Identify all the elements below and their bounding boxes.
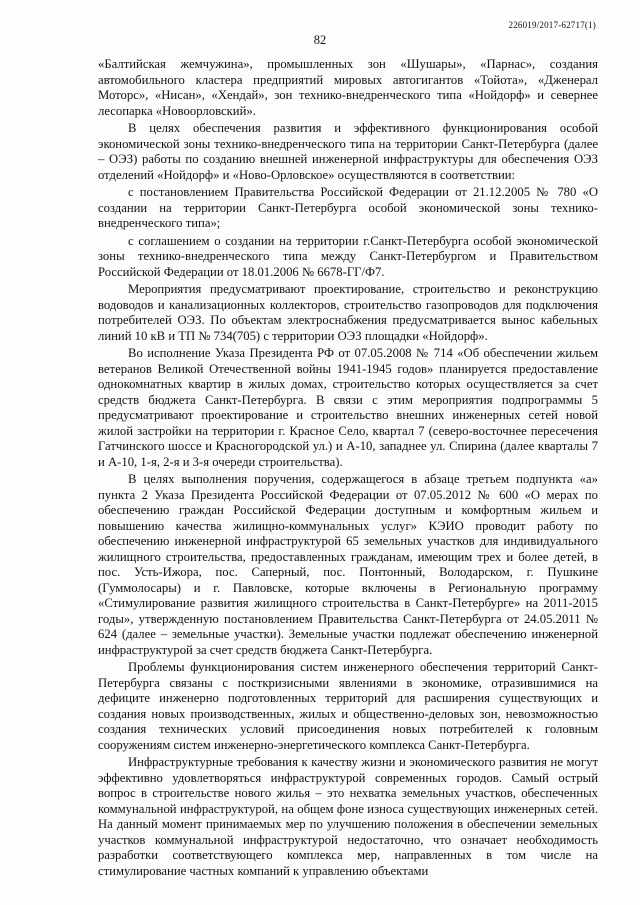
paragraph-infrastructure: Инфраструктурные требования к качеству жизни и экономического развития не могут эффективно удовлетворяться инфраструктурой современных городов. Самый острый вопрос в строительстве нового жилья – это нехватка земельных участков, обеспеченных коммунальной инфраструктурой, на общем фоне износа существующих инженерных сетей. На данный момент принимаемых мер по улучшению положения в обеспечении земельных участков коммунальной инфраструктурой недостаточно, что означает необходимость разработки соответствующего комплекса мер, направленных в том числе на стимулирование частных компаний к управлению объектами [98,755,598,878]
document-body [98,57,598,881]
page-number: 82 [313,33,327,47]
document-number: 226019/2017-62717(1) [508,20,596,30]
paragraph-decree-714: Во исполнение Указа Президента РФ от 07.05.2008 № 714 «Об обеспечении жильем ветеранов Великой Отечественной войны 1941-1945 годов» планируется предоставление однокомнатных квартир в жилых домах, строительство которых осуществляется за счет средств бюджета Санкт-Петербурга. В связи с этим мероприятия подпрограммы 5 предусматривают проектирование и строительство внешних инженерных сетей новой жилой застройки на территории г. Красное Село, квартал 7 (северо-восточнее пересечения Гатчинского шоссе и Красногородской ул.) и А-10, западнее ул. Спирина (далее кварталы 7 и А-10, 1-я, 2-я и 3-я очереди строительства). [98,346,598,469]
paragraph-agreement: с соглашением о создании на территории г.Санкт-Петербурга особой экономической зоны технико-внедренческого типа между Санкт-Петербургом и Правительством Российской Федерации от 18.01.2006 № 6678-ГГ/Ф7. [98,233,598,279]
paragraph-resolution-780: с постановлением Правительства Российской Федерации от 21.12.2005 № 780 «О создании на территории Санкт-Петербурга особой экономической зоны технико-внедренческого типа»; [98,185,598,230]
paragraph-oez-purpose: В целях обеспечения развития и эффективного функционирования особой экономической зоны технико-внедренческого типа на территории Санкт-Петербурга (далее – ОЭЗ) работы по созданию внешней инженерной инфраструктуры для обеспечения ОЭЗ отделений «Нойдорф» и «Ново-Орловское» осуществляются в соответствии: [98,121,598,182]
paragraph-decree-600: В целях выполнения поручения, содержащегося в абзаце третьем подпункта «а» пункта 2 Указа Президента Российской Федерации от 07.05.2012 № 600 «О мерах по обеспечению граждан Российской Федерации доступным и комфортным жильем и повышению качества жилищно-коммунальных услуг» КЭИО проводит работу по обеспечению инженерной инфраструктурой 65 земельных участков для индивидуального жилищного строительства, предоставленных гражданам, имеющим трех и более детей, в пос. Усть-Ижора, пос. Саперный, пос. Понтонный, Володарском, г. Пушкине (Гуммолосары) и г. Павловске, которые включены в Региональную программу «Стимулирование развития жилищного строительства в Санкт-Петербурге» на 2011-2015 годы», утвержденную постановлением Правительства Санкт-Петербурга от 24.05.2011 № 624 (далее – земельные участки). Земельные участки подлежат обеспечению инженерной инфраструктурой за счет средств бюджета Санкт-Петербурга. [98,472,598,657]
paragraph-measures: Мероприятия предусматривают проектирование, строительство и реконструкцию водоводов и канализационных коллекторов, строительство газопроводов для подключения потребителей ОЭЗ. По объектам электроснабжения предусматривается вынос кабельных линий 10 кВ и ТП № 734(705) с территории ОЭЗ площадки «Нойдорф». [98,282,598,343]
paragraph-problems: Проблемы функционирования систем инженерного обеспечения территорий Санкт-Петербурга связаны с посткризисными явлениями в экономике, отразившимися на дефиците инженерно подготовленных территорий для расширения существующих и создания новых производственных, жилых и общественно-деловых зон, невозможностью создания технических условий присоединения новых потребителей к головным сооружениям систем инженерно-энергетического комплекса Санкт-Петербурга. [98,660,598,752]
paragraph-continuation: «Балтийская жемчужина», промышленных зон «Шушары», «Парнас», создания автомобильного кластера предприятий мировых автогигантов «Тойота», «Дженерал Моторс», «Нисан», «Хендай», зон технико-внедренческого типа «Нойдорф» и севернее лесопарка «Новоорловский». [98,57,598,118]
